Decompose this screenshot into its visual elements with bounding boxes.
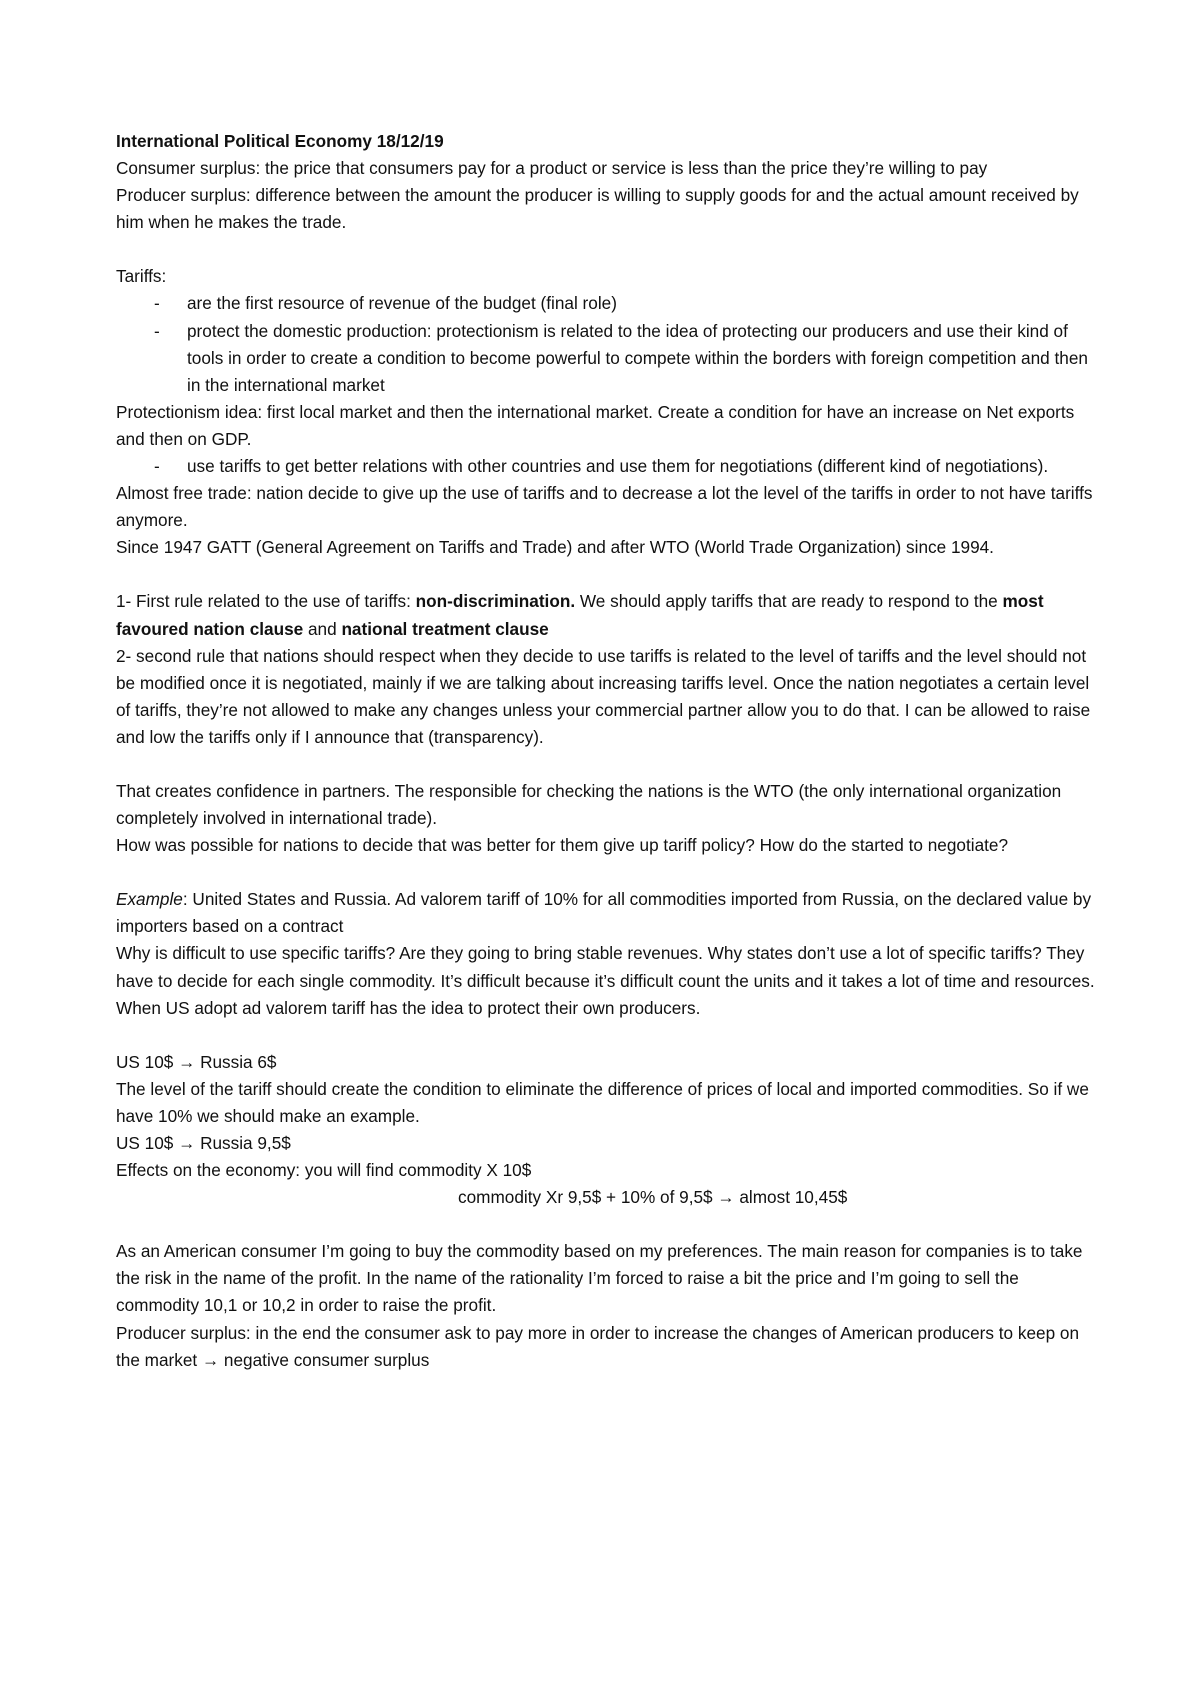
dash-bullet: -	[154, 320, 160, 341]
example-label: Example	[116, 889, 183, 910]
list-item	[116, 453, 1106, 480]
rule-one-text-a: 1- First rule related to the use of tariffs:	[116, 591, 416, 612]
specific-tariffs-paragraph: Why is difficult to use specific tariffs? Are they going to bring stable revenues. Why states don’t use a lot of specific tariffs? They have to decide for each single commodity. It’s difficult because it’s difficult count the units and it takes a lot of time and resources. When US adopt ad valorem tariff has the idea to protect their own producers.	[116, 943, 1095, 1018]
tariffs-heading: Tariffs:	[116, 266, 167, 287]
american-consumer-paragraph: As an American consumer I’m going to buy the commodity based on my preferences. The main reason for companies is to take the risk in the name of the profit. In the name of the rationality I’m forced to raise a bit the price and I’m going to sell the commodity 10,1 or 10,2 in order to raise the profit.	[116, 1241, 1083, 1316]
tariffs-list	[116, 290, 1106, 398]
almost-free-trade-paragraph: Almost free trade: nation decide to give up the use of tariffs and to decrease a lot the level of the tariffs in order to not have tariffs anymore.	[116, 483, 1093, 531]
list-item-text: use tariffs to get better relations with other countries and use them for negotiations (different kind of negotiations).	[187, 456, 1049, 477]
rule-one-text-f: national treatment clause	[341, 618, 549, 639]
us-russia-line-2: US 10$ → Russia 9,5$	[116, 1133, 291, 1153]
document-title: International Political Economy 18/12/19	[116, 131, 444, 151]
blank-line	[116, 751, 1106, 778]
producer-surplus-paragraph: Producer surplus: difference between the amount the producer is willing to supply goods for and the actual amount received by him when he makes the trade.	[116, 185, 1079, 233]
blank-line	[116, 1211, 1106, 1238]
dash-bullet: -	[154, 293, 160, 314]
blank-line	[116, 859, 1106, 886]
blank-line	[116, 236, 1106, 263]
dash-bullet: -	[154, 456, 160, 477]
us-russia-line-1: US 10$ → Russia 6$	[116, 1051, 277, 1072]
tariffs-list-continued	[116, 453, 1106, 480]
list-item-text: protect the domestic production: protectionism is related to the idea of protecting our producers and use their kind of tools in order to create a condition to become powerful to compete within the borders with foreign competition and then in the international market	[187, 320, 1088, 395]
blank-line	[116, 1022, 1106, 1049]
effects-line: Effects on the economy: you will find commodity X 10$	[116, 1160, 532, 1181]
rule-one-text-b: non-discrimination.	[415, 591, 576, 612]
document-page	[116, 128, 1106, 1374]
confidence-paragraph: That creates confidence in partners. The responsible for checking the nations is the WTO (the only international organization completely involved in international trade).	[116, 780, 1062, 829]
list-item-text: are the first resource of revenue of the budget (final role)	[187, 293, 617, 314]
gatt-paragraph: Since 1947 GATT (General Agreement on Tariffs and Trade) and after WTO (World Trade Organization) since 1994.	[116, 537, 994, 558]
example-paragraph	[116, 886, 1106, 940]
blank-line	[116, 561, 1106, 588]
formula-line: commodity Xr 9,5$ + 10% of 9,5$ → almost 10,45$	[458, 1187, 848, 1208]
tariff-level-paragraph: The level of the tariff should create the condition to eliminate the difference of prices of local and imported commodities. So if we have 10% we should make an example.	[116, 1078, 1089, 1126]
consumer-surplus-paragraph: Consumer surplus: the price that consumers pay for a product or service is less than the price they’re willing to pay	[116, 158, 988, 179]
question-paragraph: How was possible for nations to decide that was better for them give up tariff policy? How do the started to negotiate?	[116, 835, 1009, 856]
rule-one-text-e: and	[303, 618, 342, 639]
rule-one-paragraph	[116, 588, 1106, 642]
list-item	[116, 318, 1106, 399]
protectionism-paragraph: Protectionism idea: first local market and then the international market. Create a condition for have an increase on Net exports and then on GDP.	[116, 401, 1075, 449]
rule-two-paragraph: 2- second rule that nations should respect when they decide to use tariffs is related to the level of tariffs and the level should not be modified once it is negotiated, mainly if we are talking about increasing tariffs level. Once the nation negotiates a certain level of tariffs, they’re not allowed to make any changes unless your commercial partner allow you to do that. I can be allowed to raise and low the tariffs only if I announce that (transparency).	[116, 645, 1091, 747]
list-item	[116, 290, 1106, 317]
example-text: : United States and Russia. Ad valorem tariff of 10% for all commodities imported from Russia, on the declared value by importers based on a contract	[116, 889, 1092, 937]
producer-surplus-end-paragraph: Producer surplus: in the end the consumer ask to pay more in order to increase the changes of American producers to keep on the market → negative consumer surplus	[116, 1322, 1080, 1370]
rule-one-text-d: most favoured nation clause	[116, 591, 1044, 639]
rule-one-text-c: We should apply tariffs that are ready to respond to the	[575, 591, 1003, 612]
